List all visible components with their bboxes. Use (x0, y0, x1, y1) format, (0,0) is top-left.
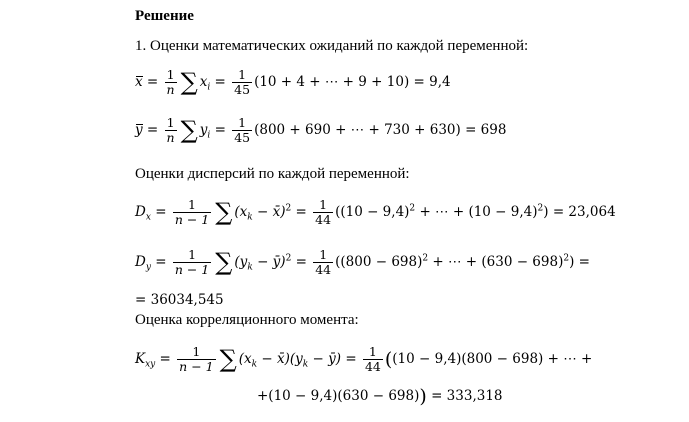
dispersion-x-expression: ((10 − 9,4) (335, 204, 410, 220)
index-k: k (247, 262, 253, 273)
dispersion-subscript: y (145, 262, 151, 273)
mean-x-symbol: x (135, 74, 143, 90)
index-i: i (207, 82, 211, 93)
sum-symbol: ∑ (215, 247, 233, 276)
item-1-title: 1. Оценки математических ожиданий по каждой переменной: (135, 38, 529, 54)
sum-term-tail: − x̄) (252, 204, 286, 220)
dispersion-y-expression: ((800 − 698) (335, 254, 423, 270)
square: 2 (537, 203, 544, 214)
dispersion-title: Оценки дисперсий по каждой переменной: (135, 166, 410, 182)
fraction-1-over-n: $\frac{1}{n}$ (166, 67, 175, 97)
fraction-1-over-n-minus-1: $\frac{1}{n - 1}$ (174, 247, 210, 277)
sum-term: (x (234, 204, 248, 220)
sum-term-tail: − ȳ) (308, 351, 342, 367)
close-paren-big: ) (419, 385, 427, 408)
index-i: i (207, 130, 211, 141)
sum-symbol: ∑ (215, 197, 233, 226)
formula-dispersion-y: $D_y$ = $\frac{1}{n - 1}$ ∑ ($y_k$ − ȳ)$^2$ = $\frac{1}{44}$ ($(800 - 698)^2$ + ⋯ + $(630 - 698)^2$) = (135, 247, 590, 277)
fraction-1-over-44: $\frac{1}{44}$ (315, 197, 332, 227)
fraction-1-over-n-minus-1: $\frac{1}{n - 1}$ (179, 344, 214, 374)
dispersion-x-result: ) = 23,064 (543, 204, 616, 220)
mean-y-symbol: y (135, 122, 143, 138)
correlation-symbol: K (135, 351, 146, 367)
dispersion-symbol: D (135, 254, 146, 270)
sum-symbol: ∑ (219, 344, 237, 373)
correlation-subscript: xy (145, 359, 156, 370)
correlation-continuation (257, 385, 503, 408)
correlation-result: = 333,318 (426, 388, 503, 404)
sum-term-mid: − x̄)(y (257, 351, 303, 367)
correlation-expression-cont: +(10 − 9,4)(630 − 698) (257, 388, 420, 404)
open-paren-big: ( (384, 348, 393, 371)
sum-term-tail: − ȳ) (252, 254, 286, 270)
dispersion-x-expression-mid: + ⋯ + (10 − 9,4) (415, 204, 538, 220)
dispersion-symbol: D (135, 204, 146, 220)
sum-symbol: ∑ (180, 67, 198, 96)
solution-heading: Решение (135, 8, 194, 24)
index-k: k (302, 359, 309, 370)
formula-mean-y: y = $\frac{1}{n}$ ∑ $y_i$ = $\frac{1}{45}$ (800 + 690 + ⋯ + 730 + 630) = 698 (135, 115, 507, 145)
square: 2 (285, 203, 292, 214)
dispersion-y-result: ) = (569, 254, 590, 270)
mean-x-expression: (10 + 4 + ⋯ + 9 + 10) = 9,4 (254, 74, 451, 90)
dispersion-subscript: x (145, 212, 151, 223)
formula-correlation-moment: $K_{xy}$ = $\frac{1}{n - 1}$ ∑ ($x_k$ − $x̄)(y_k$ − ȳ) = $\frac{1}{44}$ ((10 − 9,4)(800 − 698) + ⋯ + (135, 344, 593, 374)
fraction-1-over-45: $\frac{1}{45}$ (234, 115, 251, 145)
fraction-1-over-n: $\frac{1}{n}$ (166, 115, 175, 145)
index-k: k (247, 212, 253, 223)
sum-term-x: x (199, 74, 208, 90)
sum-term: (x (238, 351, 252, 367)
fraction-1-over-44: $\frac{1}{44}$ (315, 247, 332, 277)
dispersion-y-continuation: = 36034,545 (135, 292, 224, 308)
fraction-1-over-n-minus-1: $\frac{1}{n - 1}$ (174, 197, 210, 227)
mean-y-expression: (800 + 690 + ⋯ + 730 + 630) = 698 (254, 122, 507, 138)
fraction-1-over-44: $\frac{1}{44}$ (364, 344, 381, 374)
correlation-title: Оценка корреляционного момента: (135, 312, 359, 328)
correlation-expression: (10 − 9,4)(800 − 698) + ⋯ + (392, 351, 593, 367)
square: 2 (409, 203, 416, 214)
square: 2 (563, 253, 570, 264)
fraction-1-over-45: $\frac{1}{45}$ (234, 67, 251, 97)
formula-mean-x: x = $\frac{1}{n}$ ∑ $x_i$ = $\frac{1}{45}$ (10 + 4 + ⋯ + 9 + 10) = 9,4 (135, 67, 451, 97)
sum-symbol: ∑ (180, 115, 198, 144)
formula-dispersion-x: $D_x$ = $\frac{1}{n - 1}$ ∑ ($x_k$ − x̄)$^2$ = $\frac{1}{44}$ ($(10 - 9,4)^2$ + ⋯ + $(10 - 9,4)^2) = 23,064$ (135, 197, 616, 227)
square: 2 (422, 253, 429, 264)
dispersion-y-expression-mid: + ⋯ + (630 − 698) (428, 254, 564, 270)
index-k: k (251, 359, 258, 370)
sum-term: (y (234, 254, 248, 270)
square: 2 (285, 253, 292, 264)
sum-term-y: y (199, 122, 208, 138)
